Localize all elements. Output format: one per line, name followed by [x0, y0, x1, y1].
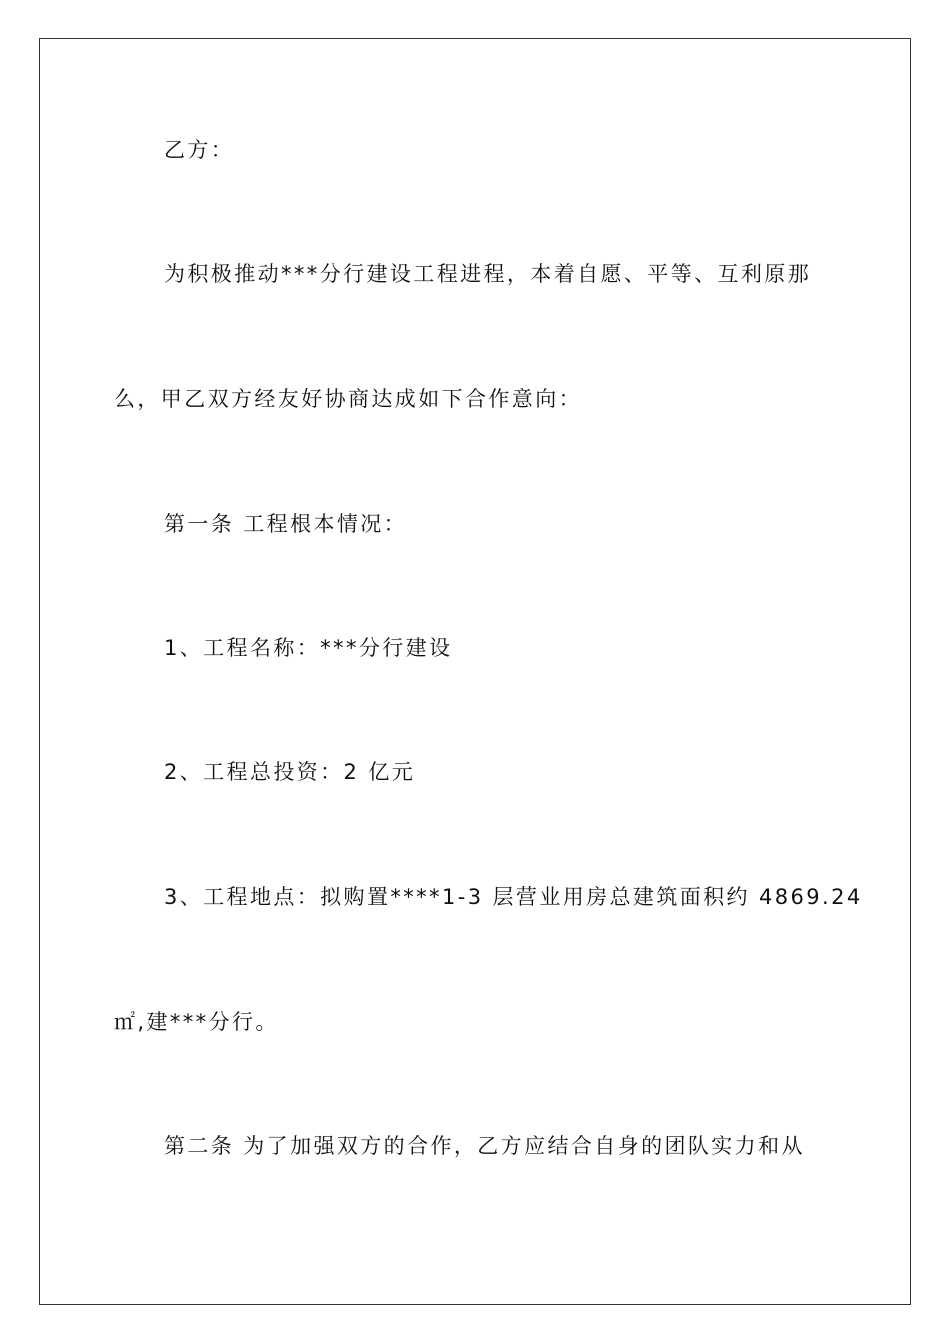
project-investment-item: 2、工程总投资：2 亿元 [164, 760, 416, 784]
project-location-item-line-2: ㎡,建***分行。 [114, 1010, 279, 1034]
party-b-label: 乙方： [164, 138, 235, 162]
article-2-paragraph-line-1: 第二条 为了加强双方的合作，乙方应结合自身的团队实力和从 [164, 1134, 805, 1158]
intro-paragraph-line-2: 么，甲乙双方经友好协商达成如下合作意向： [114, 387, 582, 411]
project-location-item-line-1: 3、工程地点：拟购置****1-3 层营业用房总建筑面积约 4869.24 [164, 885, 863, 909]
article-1-heading: 第一条 工程根本情况： [164, 512, 408, 536]
project-name-item: 1、工程名称：***分行建设 [164, 636, 453, 660]
page-border [39, 38, 911, 1305]
intro-paragraph-line-1: 为积极推动***分行建设工程进程，本着自愿、平等、互利原那 [164, 262, 812, 286]
